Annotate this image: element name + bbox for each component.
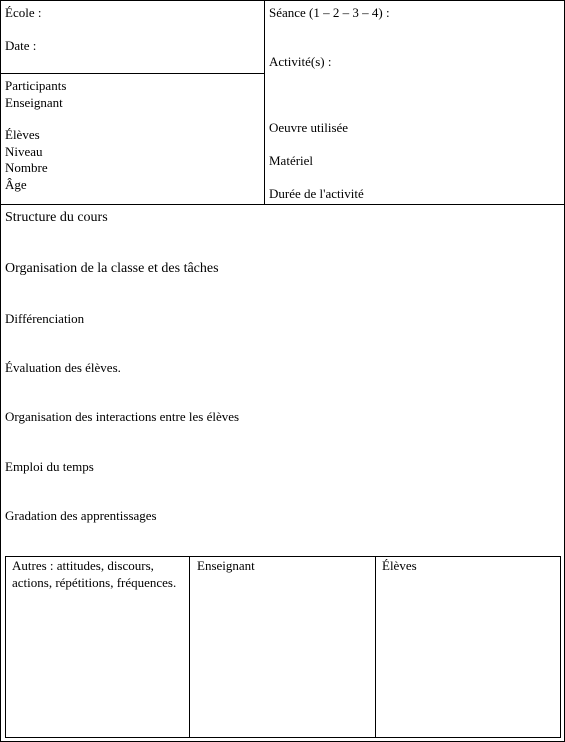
differenciation-heading: Différenciation [5,311,85,326]
oeuvre-label: Oeuvre utilisée [269,120,349,135]
age-label: Âge [5,176,27,192]
eleves-label: Élèves [5,127,40,142]
bottom-table-divider-1 [189,556,190,738]
bottom-table-right [560,556,561,738]
materiel-label: Matériel [269,153,314,168]
enseignant-column-header: Enseignant [197,558,255,573]
interactions-heading: Organisation des interactions entre les élèves [5,409,240,424]
evaluation-heading: Évaluation des élèves. [5,360,121,375]
date-label: Date : [5,38,37,53]
ecole-label: École : [5,5,42,20]
organisation-heading: Organisation de la classe et des tâches [5,261,219,276]
enseignant-label: Enseignant [5,94,63,110]
bottom-table-top [5,556,561,557]
seance-label: Séance (1 – 2 – 3 – 4) : [269,5,390,20]
header-column-divider [264,0,265,205]
participants-block [5,78,66,193]
border-top [0,0,565,1]
structure-heading: Structure du cours [5,210,108,225]
emploi-temps-heading: Emploi du temps [5,459,94,474]
bottom-table-divider-2 [375,556,376,738]
nombre-label: Nombre [5,160,48,175]
activites-label: Activité(s) : [269,54,332,69]
autres-cell: Autres : attitudes, discours, actions, répétitions, fréquences. [12,558,177,590]
participants-divider [0,73,265,74]
participants-title: Participants [5,78,67,93]
border-left [0,0,1,742]
niveau-label: Niveau [5,143,43,159]
bottom-table-bottom [5,737,561,738]
gradation-heading: Gradation des apprentissages [5,508,157,523]
duree-label: Durée de l'activité [269,186,364,201]
bottom-table-left [5,556,6,738]
header-bottom-divider [0,204,565,205]
eleves-column-header: Élèves [382,558,417,573]
